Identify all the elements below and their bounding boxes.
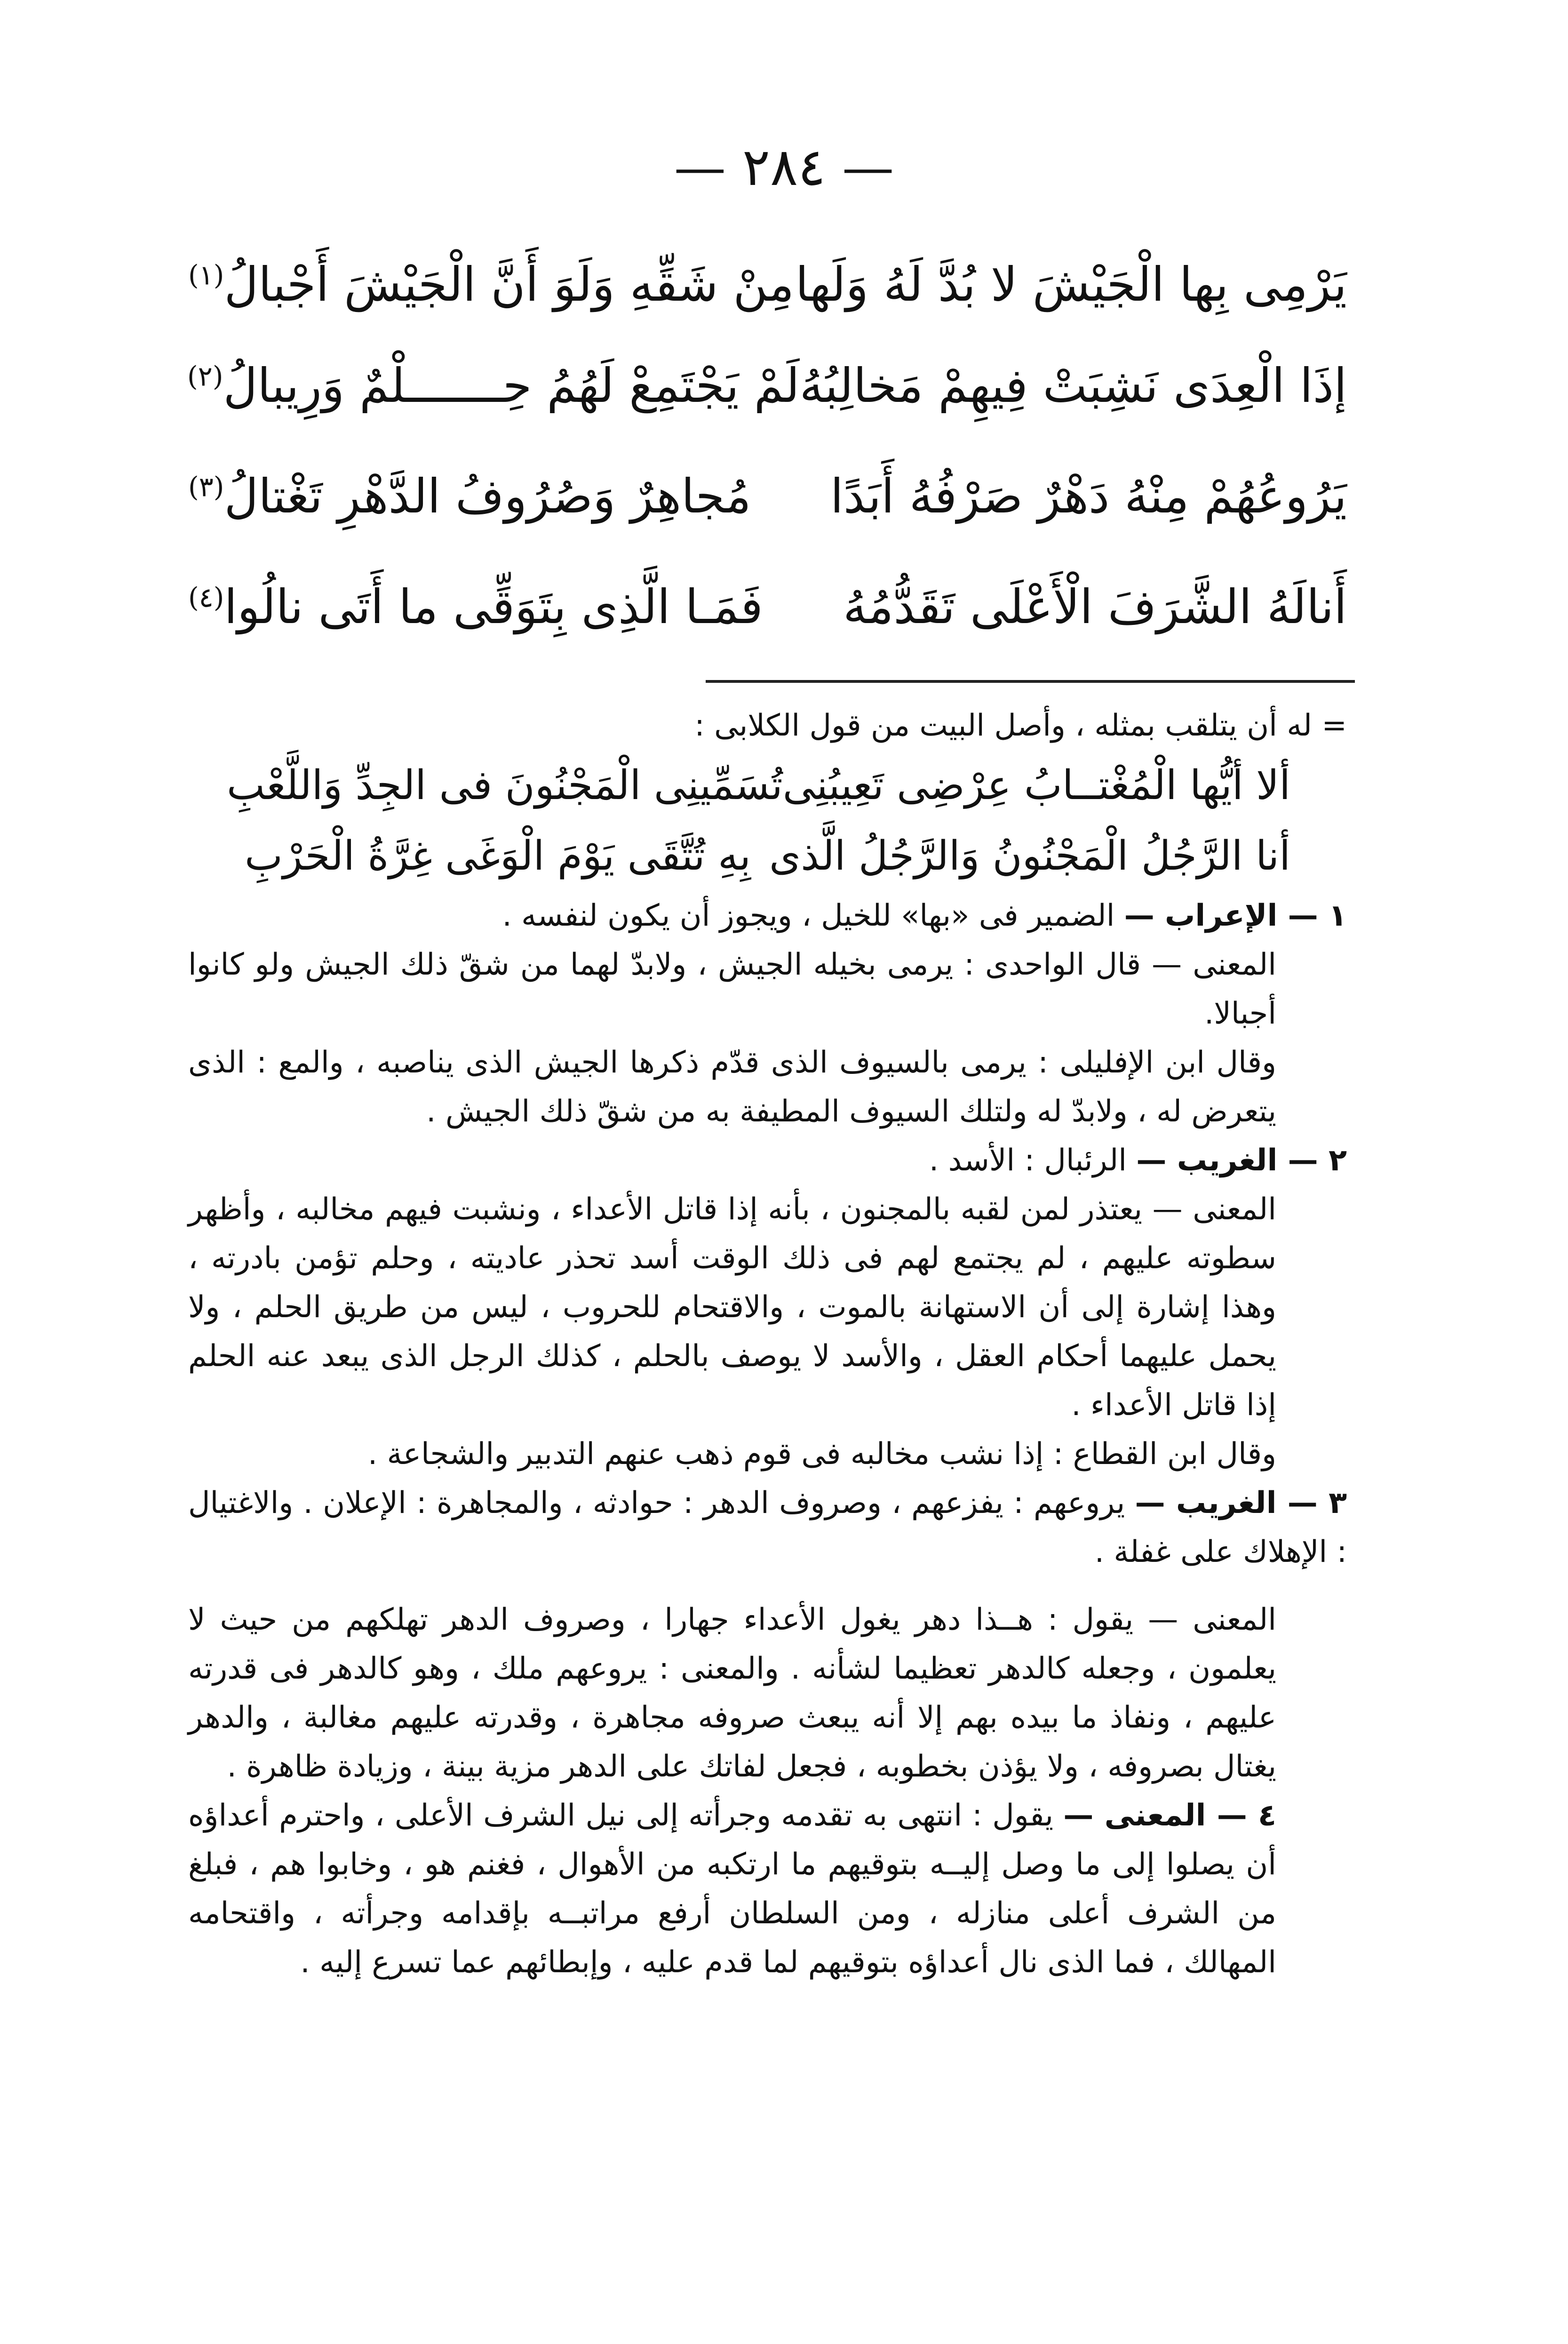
poem-verse-1 [188, 259, 1347, 311]
note-4 [188, 1791, 1347, 1987]
note-2-text: الرئبال : الأسد . [929, 1143, 1127, 1178]
footnote-marker: (١) [188, 259, 224, 291]
verse-second-hemistich: لَمْ يَجْتَمِعْ لَهُمُ حِـــــــلْمٌ وَرِيبالُ$^{(٢)}$ [187, 358, 800, 413]
quoted-first-hemistich: ألا أيُّها الْمُغْتــابُ عِرْضِى تَعِيبُنِى [782, 762, 1290, 809]
footnotes-section [188, 701, 1347, 1987]
note-1 [188, 891, 1347, 940]
poem-verse-2 [188, 360, 1347, 412]
spacer [188, 1576, 1347, 1595]
verse-first-hemistich: يَرْمِى بِها الْجَيْشَ لا بُدَّ لَهُ وَلَها [795, 257, 1347, 312]
note-3 [188, 1479, 1347, 1576]
verse-second-hemistich: مِنْ شَقِّهِ وَلَوَ أَنَّ الْجَيْشَ أَجْبالُ$^{(١)}$ [188, 257, 795, 312]
quoted-second-hemistich: بِهِ تُتَّقَى يَوْمَ الْوَغَى غِرَّةُ الْحَرْبِ [245, 832, 751, 880]
note-3-text: يروعهم : يفزعهم ، وصروف الدهر : حوادثه ، والمجاهرة : الإعلان . والاغتيال : الإهلاك على غفلة . [188, 1486, 1347, 1569]
note-3-meaning: المعنى — يقول : هــذا دهر يغول الأعداء جهارا ، وصروف الدهر تهلكهم من حيث لا يعلمون ، وجعله كالدهر تعظيما لشأنه . والمعنى : يروعهم ملك ، وهو كالدهر فى قدرته عليهم ، ونفاذ ما بيده بهم إلا أنه يبعث صروفه مجاهرة ، وقدرته عليهم مغالبة ، والدهر يغتال بصروفه ، ولا يؤذن بخطوبه ، فجعل لفاتك على الدهر مزية بينة ، وزيادة ظاهرة . [188, 1602, 1276, 1784]
verse-first-hemistich: يَرُوعُهُمْ مِنْهُ دَهْرٌ صَرْفُهُ أَبَدًا [830, 469, 1347, 524]
page-number: — ٢٨٤ — [674, 137, 894, 197]
note-2 [188, 1136, 1347, 1185]
footnote-marker: (٢) [187, 360, 223, 392]
note-4-text: يقول : انتهى به تقدمه وجرأته إلى نيل الشرف الأعلى ، واحترم أعداؤه أن يصلوا إلى ما وصل إليــه بتوقيهم ما ارتكبه من الأهوال ، فغنم هو ، وخابوا هم ، فبلغ من الشرف أعلى منازله ، ومن السلطان أرفع مراتبــه بإقدامه وجرأته ، واقتحامه المهالك ، فما الذى نال أعداؤه بتوقيهم لما قدم عليه ، وإبطائهم عما تسرع إليه . [188, 1798, 1276, 1980]
quoted-verse-2 [188, 821, 1347, 891]
footnote-divider [706, 680, 1355, 683]
footnote-marker: (٤) [188, 581, 224, 614]
note-continuation: = له أن يتلقب بمثله ، وأصل البيت من قول الكلابى : [694, 708, 1347, 743]
note-2-heading: ٢ — الغريب — [1136, 1143, 1347, 1178]
note-1-text: الضمير فى «بها» للخيل ، ويجوز أن يكون لنفسه . [502, 898, 1115, 933]
quoted-second-hemistich: تُسَمِّينِى الْمَجْنُونَ فى الجِدِّ وَاللَّعْبِ [227, 762, 783, 809]
poem-verse-4 [188, 581, 1347, 633]
note-4-heading: ٤ — المعنى — [1063, 1798, 1277, 1833]
note-1-meaning: المعنى — قال الواحدى : يرمى بخيله الجيش ، ولابدّ لهما من شقّ ذلك الجيش ولو كانوا أجبالا. [188, 947, 1276, 1031]
verse-first-hemistich: إذَا الْعِدَى نَشِبَتْ فِيهِمْ مَخالِبُهُ [799, 358, 1347, 413]
quoted-verse-1 [188, 750, 1347, 821]
note-3-heading: ٣ — الغريب — [1135, 1486, 1347, 1520]
poem-verse-3 [188, 471, 1347, 522]
note-1-heading: ١ — الإعراب — [1124, 898, 1347, 933]
quoted-first-hemistich: أنا الرَّجُلُ الْمَجْنُونُ وَالرَّجُلُ الَّذى [769, 832, 1290, 880]
verse-first-hemistich: أَنالَهُ الشَّرَفَ الْأَعْلَى تَقَدُّمُهُ [843, 579, 1347, 634]
verse-second-hemistich: مُجاهِرٌ وَصُرُوفُ الدَّهْرِ تَغْتالُ$^{(٣)}$ [188, 469, 751, 524]
note-1-ifliili: وقال ابن الإفليلى : يرمى بالسيوف الذى قدّم ذكرها الجيش الذى يناصبه ، والمع : الذى يتعرض له ، ولابدّ له ولتلك السيوف المطيفة به من شقّ ذلك الجيش . [188, 1045, 1276, 1129]
verse-second-hemistich: فَمَـا الَّذِى بِتَوَقِّى ما أَتَى نالُوا$^{(٤)}$ [188, 579, 763, 634]
footnote-marker: (٣) [188, 471, 224, 503]
note-2-qattaa: وقال ابن القطاع : إذا نشب مخالبه فى قوم ذهب عنهم التدبير والشجاعة . [367, 1437, 1276, 1472]
note-2-meaning: المعنى — يعتذر لمن لقبه بالمجنون ، بأنه إذا قاتل الأعداء ، ونشبت فيهم مخالبه ، وأظهر سطوته عليهم ، لم يجتمع لهم فى ذلك الوقت أسد تحذر عاديته ، وحلم تؤمن بادرته ، وهذا إشارة إلى أن الاستهانة بالموت ، والاقتحام للحروب ، ليس من طريق الحلم ، ولا يحمل عليهما أحكام العقل ، والأسد لا يوصف بالحلم ، كذلك الرجل الذى يبعد عنه الحلم إذا قاتل الأعداء . [188, 1192, 1276, 1423]
